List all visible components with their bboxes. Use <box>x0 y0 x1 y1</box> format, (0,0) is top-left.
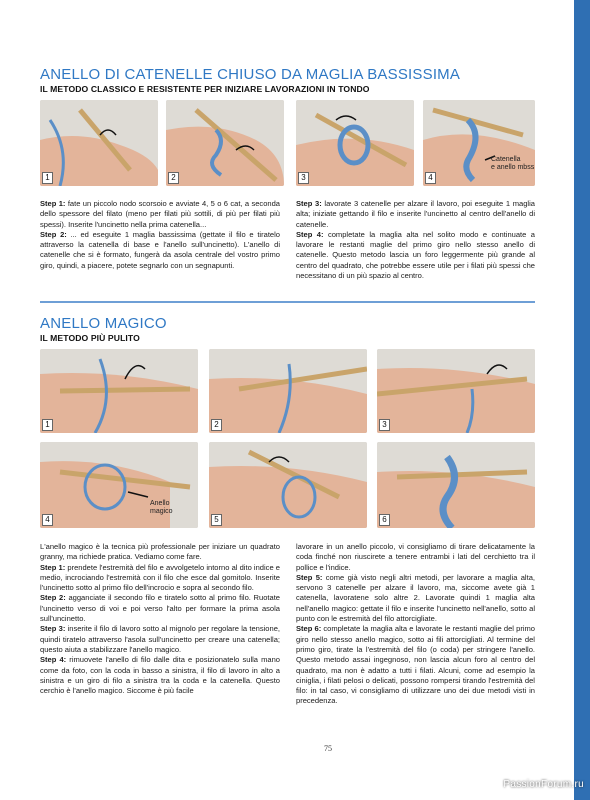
step-paragraph: Step 4: rimuovete l'anello di filo dalle dita e posizionatelo sulla mano come da foto, con la coda in basso a sinistra, il filo di lavoro in alto a sinistra e un giro di filo a sinistra tra la coda e la catenella. Questo cerchio è l'anello magico. Siccome è più facile <box>40 655 280 696</box>
section1-photo-1 <box>40 100 158 186</box>
step-paragraph: Step 4: completate la maglia alta nel solito modo e continuate a lavorare le restanti maglie del primo giro nello stesso anello di catenelle. Questo metodo lascia un foro leggermente più grande al centro del quadrato, che potrebbe essere utile per i filati più spessi che necessitano di un più spazio al centro. <box>296 229 535 281</box>
section1-text-col1 <box>40 199 280 271</box>
photo-number: 3 <box>379 419 390 431</box>
photo-number: 2 <box>211 419 222 431</box>
hand-hook-photo-icon <box>209 442 367 528</box>
section2-photo-6 <box>377 442 535 528</box>
step-paragraph: Step 3: inserite il filo di lavoro sotto al mignolo per regolare la tensione, quindi tiratelo attraverso l'asola sull'uncinetto per creare una catenella; questo aiuta a stabilizzare l'anello magico. <box>40 624 280 654</box>
hand-hook-photo-icon <box>377 442 535 528</box>
photo-number: 4 <box>425 172 436 184</box>
hand-hook-photo-icon <box>40 442 198 528</box>
section2-text-col2 <box>296 542 535 707</box>
section2-photo-4 <box>40 442 198 528</box>
hand-hook-photo-icon <box>166 100 284 186</box>
photo-number: 3 <box>298 172 309 184</box>
step-paragraph: Step 3: lavorate 3 catenelle per alzare il lavoro, poi eseguite 1 maglia alta; iniziate gettando il filo e inserite l'uncinetto al centro dell'anello di catenelle. <box>296 199 535 229</box>
section2-photo-2 <box>209 349 367 433</box>
section2-photo-3 <box>377 349 535 433</box>
step-paragraph: lavorare in un anello piccolo, vi consigliamo di tirare delicatamente la coda finché non riuscirete a tenere entrambi i lati del cerchietto tra il pollice e l'indice. <box>296 542 535 572</box>
hand-hook-photo-icon <box>423 100 535 186</box>
section2-subtitle: IL METODO PIÙ PULITO <box>40 333 140 343</box>
section1-title: ANELLO DI CATENELLE CHIUSO DA MAGLIA BASSISSIMA <box>40 66 461 83</box>
photo-number: 2 <box>168 172 179 184</box>
section2-text-col1 <box>40 542 280 696</box>
photo-number: 1 <box>42 172 53 184</box>
page-side-bar <box>574 0 590 800</box>
intro-paragraph: L'anello magico è la tecnica più professionale per iniziare un quadrato granny, ma richiede pratica. Vediamo come fare. <box>40 542 280 562</box>
section1-photo-2 <box>166 100 284 186</box>
page <box>40 0 535 800</box>
step-paragraph: Step 1: fate un piccolo nodo scorsoio e avviate 4, 5 o 6 cat, a seconda dello spessore del filato (meno per filati più sottili, di più per filati più spessi). Inserite l'uncinetto nella prima catenella... <box>40 199 280 229</box>
section2-photo-1 <box>40 349 198 433</box>
step-paragraph: Step 1: prendete l'estremità del filo e avvolgetelo intorno al dito indice e medio, incrociando l'estremità con il filo che esce dal gomitolo. Inserite l'uncinetto sotto al primo filo dell'incrocio e sopra al secondo filo. <box>40 562 280 593</box>
photo-number: 5 <box>211 514 222 526</box>
section1-subtitle: IL METODO CLASSICO E RESISTENTE PER INIZIARE LAVORAZIONI IN TONDO <box>40 84 370 94</box>
page-number: 75 <box>324 744 332 753</box>
hand-hook-photo-icon <box>377 349 535 433</box>
section1-photo-4 <box>423 100 535 186</box>
hand-hook-photo-icon <box>296 100 414 186</box>
hand-hook-photo-icon <box>40 349 198 433</box>
hand-hook-photo-icon <box>209 349 367 433</box>
section1-text-col2 <box>296 199 535 281</box>
section2-photo-5 <box>209 442 367 528</box>
photo-callout: Catenella e anello mbss <box>491 156 535 171</box>
step-paragraph: Step 2: agganciate il secondo filo e tiratelo sotto al primo filo. Ruotate l'uncinetto verso di voi e poi verso l'alto per formare la prima asola sull'uncinetto. <box>40 593 280 624</box>
hand-hook-photo-icon <box>40 100 158 186</box>
section-divider <box>40 301 535 303</box>
photo-number: 4 <box>42 514 53 526</box>
section1-photo-3 <box>296 100 414 186</box>
watermark: PassionForum.ru <box>503 779 584 790</box>
photo-callout: Anello magico <box>150 500 173 515</box>
step-paragraph: Step 6: completate la maglia alta e lavorate le restanti maglie del primo giro nello stesso anello magico, sotto ai fili attorcigliati. Al termine del primo giro, tirate la l'estremità del filo (o coda) per stringere l'anello. Questo metodo assai ingegnoso, non lascia alcun foro al centro del quadrato, ma non è adatto a tutti i filati. Alcuni, come ad esempio la ciniglia, i filati pelosi o delicati, possono rompersi tirando l'estremità del filo: in tal caso, vi consigliamo di utilizzare uno dei due metodi visti in precedenza. <box>296 624 535 706</box>
photo-number: 1 <box>42 419 53 431</box>
step-paragraph: Step 2: ... ed eseguite 1 maglia bassissima (gettate il filo e tiratelo attraverso la catenella di base e l'anello sull'uncinetto). L'anello di catenelle che si è formato, fungerà da asola centrale del vostro primo giro, quindi, a piacere, potete segnarlo con un segnapunti. <box>40 229 280 270</box>
photo-number: 6 <box>379 514 390 526</box>
section2-title: ANELLO MAGICO <box>40 315 167 332</box>
step-paragraph: Step 5: come già visto negli altri metodi, per lavorare a maglia alta, servono 3 catenelle per alzare il lavoro, ma, siccome avete già 1 catenella, lavoratene solo altre 2. Lavorate quindi 1 maglia alta nell'anello magico: gettate il filo e inserite l'uncinetto nell'anello, sotto al punto con le estremità del filo attorcigliate. <box>296 572 535 624</box>
